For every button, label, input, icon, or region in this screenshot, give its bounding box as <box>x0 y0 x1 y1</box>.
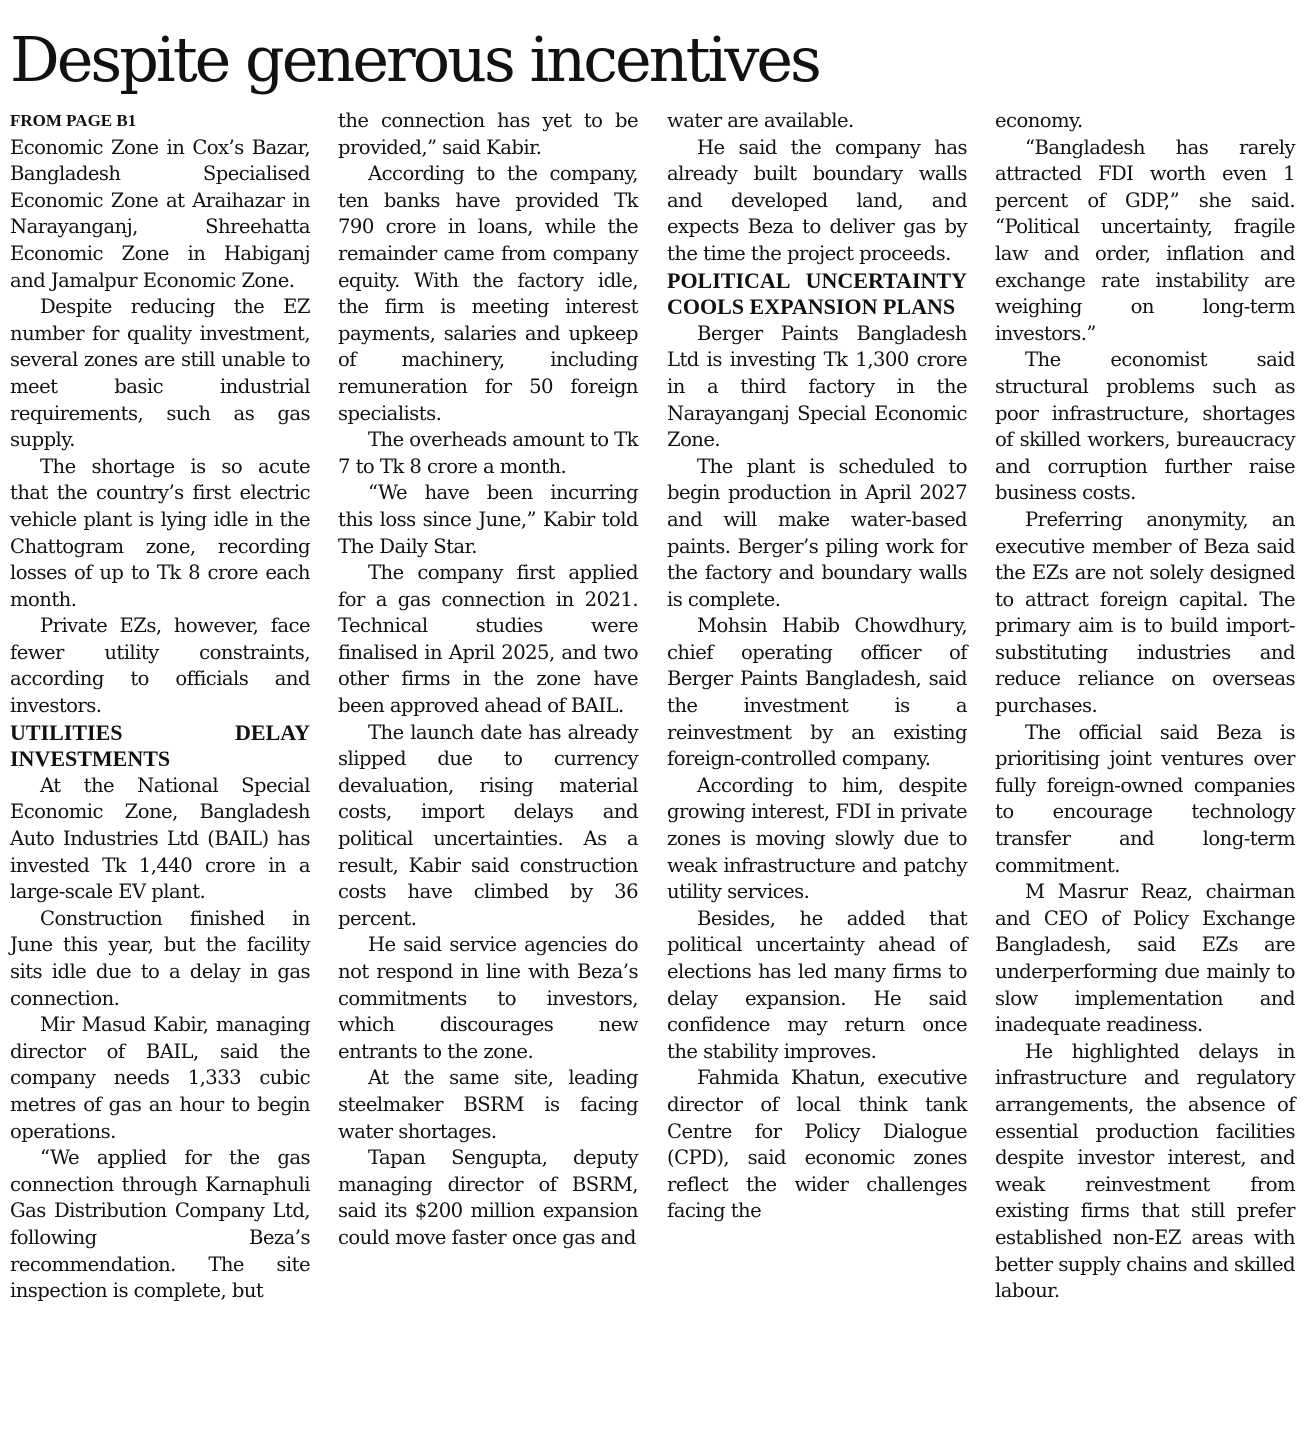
paragraph: According to the company, ten banks have provided Tk 790 crore in loans, while the remainder came from company equity. With the factory idle, the firm is meeting interest payments, salaries and upkeep of machinery, including remuneration for 50 foreign specialists. <box>338 162 638 425</box>
paragraph: Despite reducing the EZ number for quality investment, several zones are still unable to meet basic industrial requirements, such as gas supply. <box>10 295 310 452</box>
column-3 <box>667 108 967 1225</box>
paragraph: Mir Masud Kabir, managing director of BAIL, said the company needs 1,333 cubic metres of gas an hour to begin operations. <box>10 1013 310 1143</box>
paragraph: The launch date has already slipped due to currency devaluation, rising material costs, import delays and political uncertainties. As a result, Kabir said construction costs have climbed by 36 percent. <box>338 720 638 930</box>
paragraph: The overheads amount to Tk 7 to Tk 8 crore a month. <box>338 428 639 478</box>
paragraph: the connection has yet to be provided,” said Kabir. <box>338 109 638 159</box>
paragraph: economy. <box>995 109 1083 132</box>
paragraph: The plant is scheduled to begin production in April 2027 and will make water-based paints. Berger’s piling work for the factory and boundary walls is complete. <box>667 454 967 611</box>
paragraph: At the same site, leading steelmaker BSRM is facing water shortages. <box>338 1066 638 1143</box>
column-4 <box>995 108 1295 1305</box>
paragraph: Mohsin Habib Chowdhury, chief operating officer of Berger Paints Bangladesh, said the investment is a reinvestment by an existing foreign-controlled company. <box>667 614 967 771</box>
paragraph: Fahmida Khatun, executive director of local think tank Centre for Policy Dialogue (CPD), said economic zones reflect the wider challenges facing the <box>667 1066 967 1223</box>
column-2 <box>338 108 638 1252</box>
paragraph: “We applied for the gas connection through Karnaphuli Gas Distribution Company Ltd, following Beza’s recommendation. The site inspection is complete, but <box>10 1146 310 1303</box>
paragraph: He said service agencies do not respond in line with Beza’s commitments to investors, which discourages new entrants to the zone. <box>338 933 638 1063</box>
paragraph: He highlighted delays in infrastructure and regulatory arrangements, the absence of essential production facilities despite investor interest, and weak reinvestment from existing firms that still prefer established non-EZ areas with better supply chains and skilled labour. <box>995 1039 1295 1303</box>
paragraph: Berger Paints Bangladesh Ltd is investing Tk 1,300 crore in a third factory in the Narayanganj Special Economic Zone. <box>667 321 967 452</box>
paragraph: The company first applied for a gas connection in 2021. Technical studies were finalised in April 2025, and two other firms in the zone have been approved ahead of BAIL. <box>338 561 638 718</box>
paragraph: Private EZs, however, face fewer utility constraints, according to officials and investors. <box>10 614 310 718</box>
paragraph: According to him, despite growing interest, FDI in private zones is moving slowly due to weak infrastructure and patchy utility services. <box>667 773 967 904</box>
paragraph: He said the company has already built boundary walls and developed land, and expects Beza to deliver gas by the time the project proceeds. <box>667 135 967 265</box>
column-1 <box>10 108 310 1305</box>
paragraph: water are available. <box>667 109 854 132</box>
paragraph: “We have been incurring this loss since June,” Kabir told The Daily Star. <box>338 481 638 558</box>
paragraph: The economist said structural problems such as poor infrastructure, shortages of skilled workers, bureaucracy and corruption further raise business costs. <box>995 348 1295 505</box>
paragraph: Tapan Sengupta, deputy managing director of BSRM, said its $200 million expansion could move faster once gas and <box>338 1146 638 1249</box>
paragraph: Construction finished in June this year, but the facility sits idle due to a delay in gas connection. <box>10 906 310 1010</box>
headline: Despite generous incentives <box>10 23 819 96</box>
paragraph: Preferring anonymity, an executive member of Beza said the EZs are not solely designed to attract foreign capital. The primary aim is to build import-substituting industries and reduce reliance on overseas purchases. <box>995 507 1295 718</box>
paragraph: M Masrur Reaz, chairman and CEO of Policy Exchange Bangladesh, said EZs are underperforming due mainly to slow implementation and inadequate readiness. <box>995 880 1295 1037</box>
paragraph: Besides, he added that political uncertainty ahead of elections has led many firms to delay expansion. He said confidence may return once the stability improves. <box>667 906 967 1063</box>
paragraph: At the National Special Economic Zone, Bangladesh Auto Industries Ltd (BAIL) has invested Tk 1,440 crore in a large-scale EV plant. <box>10 773 310 904</box>
paragraph: The shortage is so acute that the country’s first electric vehicle plant is lying idle in the Chattogram zone, recording losses of up to Tk 8 crore each month. <box>10 454 310 611</box>
paragraph: The official said Beza is prioritising joint ventures over fully foreign-owned companies to encourage technology transfer and long-term commitment. <box>995 720 1295 877</box>
kicker-from-page: FROM PAGE B1 <box>10 111 137 130</box>
subhead-political-uncertainty: POLITICAL UNCERTAINTY COOLS EXPANSION PLANS <box>667 267 967 320</box>
paragraph: Economic Zone in Cox’s Bazar, Bangladesh Specialised Economic Zone at Araihazar in Narayanganj, Shreehatta Economic Zone in Habiganj and Jamalpur Economic Zone. <box>10 135 310 292</box>
subhead-utilities-delay: UTILITIES DELAY INVESTMENTS <box>10 719 310 772</box>
paragraph: “Bangladesh has rarely attracted FDI worth even 1 percent of GDP,” she said. “Political uncertainty, fragile law and order, inflation and exchange rate instability are weighing on long-term investors.” <box>995 135 1295 345</box>
